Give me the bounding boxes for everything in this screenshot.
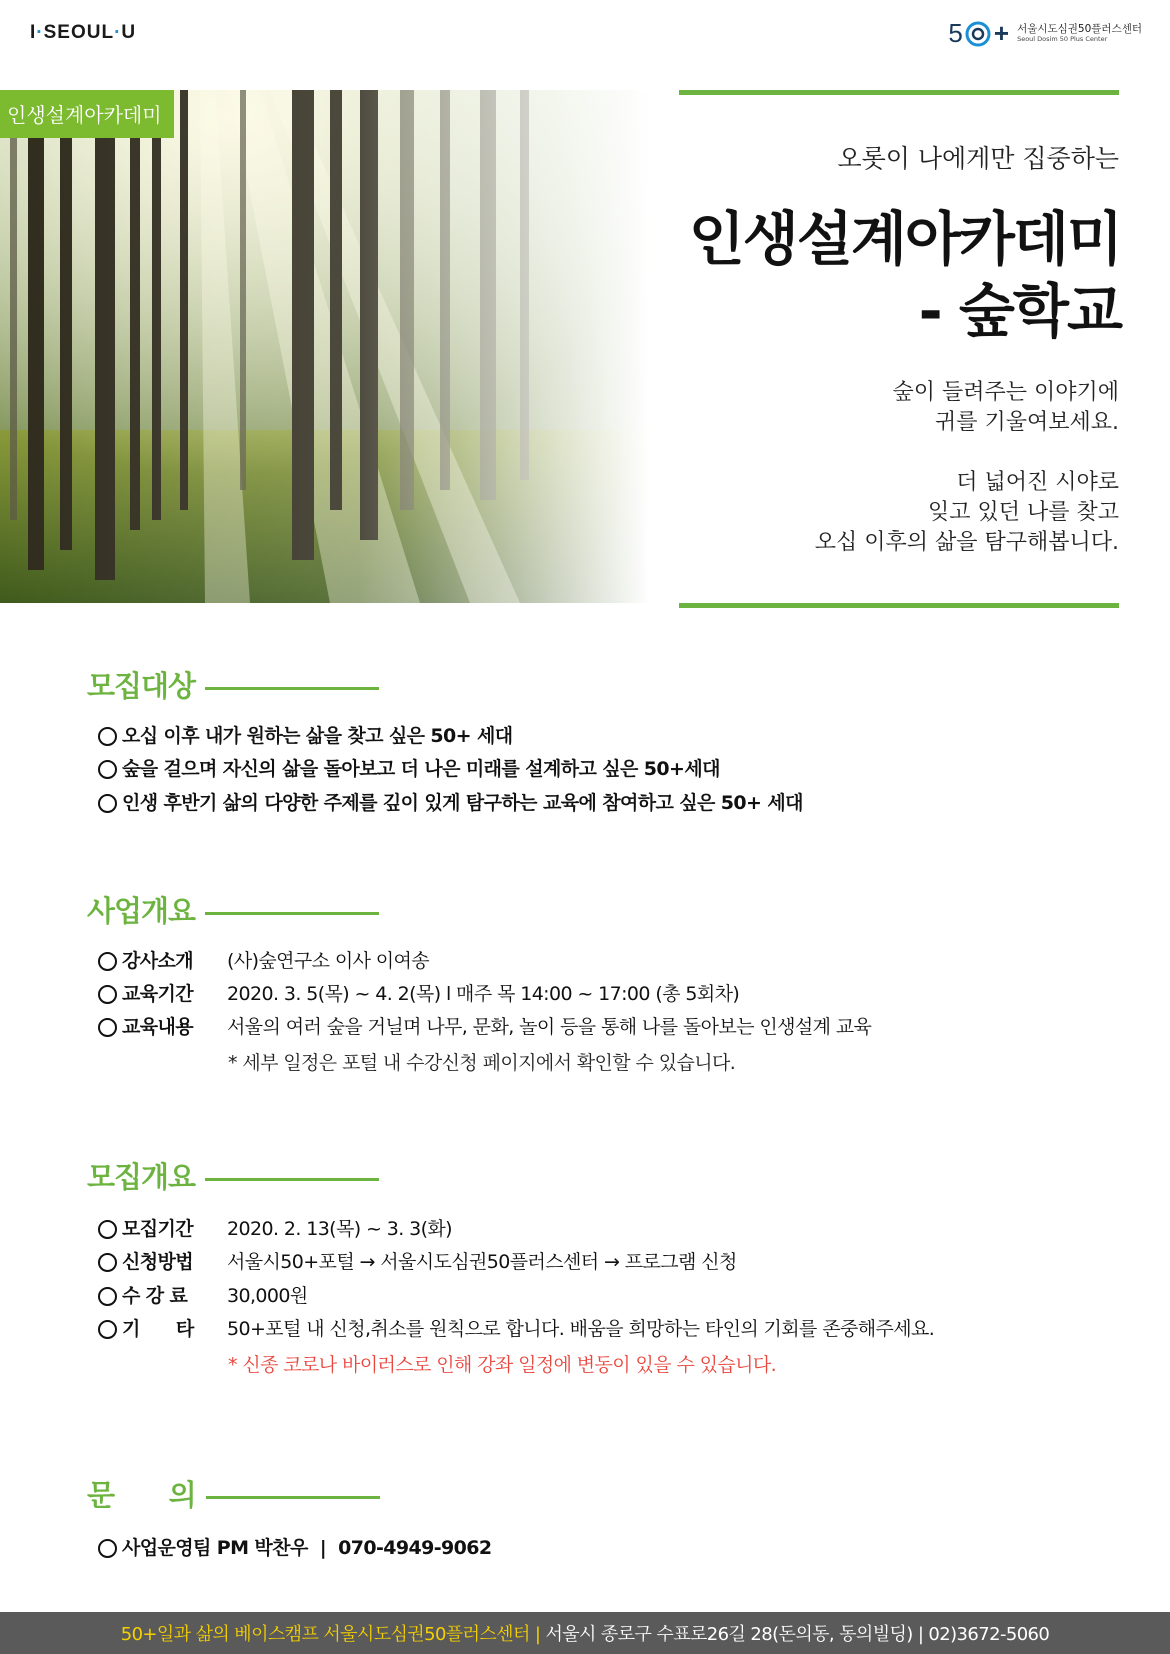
overview-item <box>98 1015 871 1039</box>
overview-item <box>98 982 739 1006</box>
hero-desc-line: 귀를 기울여보세요. <box>934 410 1119 435</box>
recruit-label: 모집기간 <box>122 1218 194 1240</box>
contact-text: 사업운영팀 PM 박찬우 | 070-4949-9062 <box>122 1537 492 1559</box>
recruit-label: 기 타 <box>122 1318 194 1340</box>
target-item <box>98 724 513 748</box>
seoul-logo-u: U <box>121 22 137 43</box>
section-rule <box>205 687 379 690</box>
hero-desc-line: 잊고 있던 나를 찾고 <box>928 500 1119 525</box>
center-logo-five: 5 <box>948 18 963 48</box>
hero-badge: 인생설계아카데미 <box>0 90 174 138</box>
overview-item <box>98 949 429 973</box>
overview-value: 2020. 3. 5(목) ~ 4. 2(목) l 매주 목 14:00 ~ 17:00 (총 5회차) <box>227 983 740 1005</box>
seoul-logo-i: I <box>30 22 37 43</box>
circle-bullet-icon <box>98 1320 117 1339</box>
circle-bullet-icon <box>98 1253 117 1272</box>
seoul-logo-dot: · <box>114 22 122 43</box>
hero-title-line1: 인생설계아카데미 <box>688 205 1121 273</box>
recruit-item <box>98 1317 934 1341</box>
overview-label: 교육내용 <box>122 1016 194 1038</box>
hero-subtitle: 오롯이 나에게만 집중하는 <box>837 144 1119 173</box>
seoul-logo-seoul: SEOUL <box>43 22 115 43</box>
circle-bullet-icon <box>98 1539 117 1558</box>
center-logo-text <box>1017 24 1142 43</box>
seoul-logo <box>30 22 136 44</box>
hero-top-rule <box>679 90 1119 95</box>
section-rule <box>206 1496 380 1499</box>
section-contact-heading <box>87 1473 380 1514</box>
target-item-text: 숲을 걸으며 자신의 삶을 돌아보고 더 나은 미래를 설계하고 싶은 50+세대 <box>122 758 720 780</box>
section-rule <box>205 912 379 915</box>
circle-bullet-icon <box>98 1287 117 1306</box>
overview-value: (사)숲연구소 이사 이여송 <box>227 950 430 972</box>
section-title: 문 의 <box>87 1478 196 1512</box>
center-logo-en: Seoul Dosim 50 Plus Center <box>1017 34 1108 43</box>
center-logo-plus: + <box>993 18 1010 48</box>
section-title: 모집개요 <box>87 1160 196 1194</box>
section-overview-heading <box>87 889 379 930</box>
section-recruit-heading <box>87 1155 379 1196</box>
seoul-logo-dot: · <box>36 22 44 43</box>
recruit-value: 서울시50+포털 → 서울시도심권50플러스센터 → 프로그램 신청 <box>227 1251 737 1273</box>
section-title: 모집대상 <box>87 669 196 703</box>
overview-label: 강사소개 <box>122 950 194 972</box>
target-item <box>98 791 803 815</box>
target-item-text: 오십 이후 내가 원하는 삶을 찾고 싶은 50+ 세대 <box>122 725 513 747</box>
overview-value: 서울의 여러 숲을 거닐며 나무, 문화, 놀이 등을 통해 나를 돌아보는 인생설계 교육 <box>227 1016 872 1038</box>
hero-bottom-rule <box>679 603 1119 608</box>
recruit-warning-note: * 신종 코로나 바이러스로 인해 강좌 일정에 변동이 있을 수 있습니다. <box>228 1354 777 1376</box>
hero-desc-line: 숲이 들려주는 이야기에 <box>892 380 1119 405</box>
footer-bar <box>0 1612 1170 1654</box>
hero-title-line2: - 숲학교 <box>918 277 1121 345</box>
circle-bullet-icon <box>98 985 117 1004</box>
circle-bullet-icon <box>98 1220 117 1239</box>
hero-description <box>815 378 1119 558</box>
center-logo <box>948 18 1142 49</box>
center-logo-mark <box>948 18 1009 49</box>
forest-image <box>0 90 650 603</box>
circle-bullet-icon <box>98 794 117 813</box>
circle-bullet-icon <box>98 727 117 746</box>
section-rule <box>205 1178 379 1181</box>
recruit-value: 2020. 2. 13(목) ~ 3. 3(화) <box>227 1218 452 1240</box>
recruit-item <box>98 1217 452 1241</box>
hero-desc-line: 오십 이후의 삶을 탐구해봅니다. <box>814 530 1119 555</box>
recruit-item <box>98 1250 737 1274</box>
section-title: 사업개요 <box>87 894 196 928</box>
footer-address: 서울시 종로구 수표로26길 28(돈의동, 동의빌딩) | 02)3672-5060 <box>540 1624 1050 1645</box>
recruit-label: 신청방법 <box>122 1251 194 1273</box>
overview-label: 교육기간 <box>122 983 194 1005</box>
recruit-label: 수 강 료 <box>122 1285 188 1307</box>
contact-item <box>98 1536 492 1560</box>
recruit-value: 50+포털 내 신청,취소를 원칙으로 합니다. 배움을 희망하는 타인의 기회를 존중해주세요. <box>227 1318 935 1340</box>
center-logo-ring-icon <box>964 20 992 48</box>
hero-desc-line: 더 넓어진 시야로 <box>956 470 1119 495</box>
circle-bullet-icon <box>98 952 117 971</box>
footer-highlight: 50+일과 삶의 베이스캠프 서울시도심권50플러스센터 | <box>120 1624 541 1645</box>
section-target-heading <box>87 664 379 705</box>
circle-bullet-icon <box>98 1018 117 1037</box>
target-item-text: 인생 후반기 삶의 다양한 주제를 깊이 있게 탐구하는 교육에 참여하고 싶은 50+ 세대 <box>122 792 803 814</box>
recruit-item <box>98 1284 308 1308</box>
center-logo-kr: 서울시도심권50플러스센터 <box>1017 23 1142 36</box>
hero-title <box>689 203 1121 347</box>
target-item <box>98 757 720 781</box>
overview-note: * 세부 일정은 포털 내 수강신청 페이지에서 확인할 수 있습니다. <box>228 1052 736 1074</box>
recruit-value: 30,000원 <box>227 1285 308 1307</box>
circle-bullet-icon <box>98 760 117 779</box>
